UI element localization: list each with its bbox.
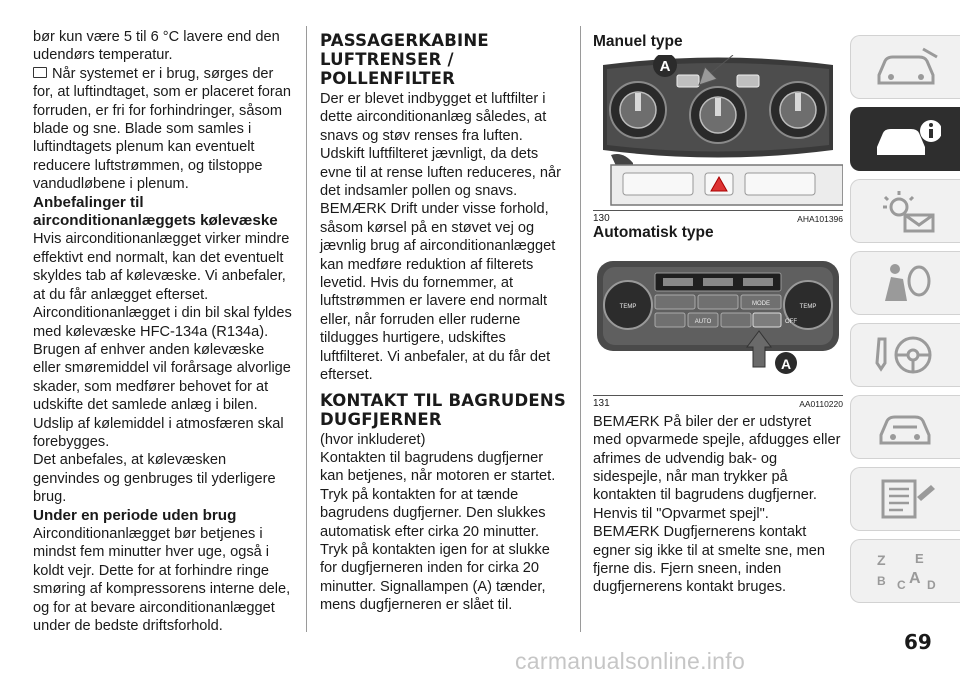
- svg-text:B: B: [876, 574, 886, 588]
- tab-starting-driving[interactable]: [850, 323, 960, 387]
- mode-label: MODE: [752, 300, 770, 307]
- watermark: carmanualsonline.info: [515, 648, 746, 674]
- page-number: 69: [904, 630, 932, 654]
- svg-text:E: E: [914, 551, 924, 566]
- manual-climate-illustration: [593, 55, 843, 210]
- svg-text:C: C: [896, 578, 906, 592]
- temp-label-right: TEMP: [799, 303, 817, 310]
- column-2: [320, 31, 570, 615]
- column-3: [593, 33, 843, 597]
- paragraph: Kontakten til bagrudens dugfjerner kan betjenes, når motoren er startet. Tryk på kontakten for at tænde bagrudens dugfjerner. Den slukkes automatisk efter cirka 20 minutter.: [320, 449, 556, 540]
- airbag-safety-icon: [871, 261, 941, 305]
- figure-callout-label: A: [659, 58, 671, 76]
- chapter-tabs: [850, 35, 960, 611]
- svg-text:A: A: [908, 570, 921, 587]
- auto-label: AUTO: [694, 318, 712, 325]
- figure-callout-label: A: [780, 355, 792, 372]
- lights-warning-icon: [871, 189, 941, 233]
- figure-caption: [593, 398, 843, 410]
- column-divider: [306, 26, 307, 632]
- tab-specifications[interactable]: [850, 467, 960, 531]
- temperature-knob: [770, 82, 826, 138]
- figure-number: 130: [593, 213, 610, 225]
- temp-label-left: TEMP: [619, 303, 637, 310]
- paragraph: Det anbefales, at kølevæsken genvindes og genbruges til yderligere brug.: [33, 452, 276, 506]
- mode-knob: [690, 87, 746, 143]
- figure-code: AHA101396: [797, 214, 843, 225]
- paragraph: BEMÆRK På biler der er udstyret med opvarmede spejle, afdugges eller afrimes de udvendig bak- og sidespejle, når man trykker på kontakten til bagrudens dugfjerner. Henvis til "Opvarmet spejl".: [593, 413, 841, 522]
- car-info-icon: [871, 117, 941, 161]
- note-icon: [33, 67, 47, 78]
- specifications-list-icon: [871, 477, 941, 521]
- column-divider: [580, 26, 581, 632]
- tab-safety[interactable]: [850, 251, 960, 315]
- figure-heading: Manuel type: [593, 33, 683, 50]
- paragraph: Airconditionanlægget bør betjenes i mindst fem minutter hver uge, også i koldt vejr. Dette for at forhindre ringe smøring af kompressorens interne dele, og for at bevare airconditionanlægget under de bedste driftsforhold.: [33, 525, 291, 634]
- paragraph: BEMÆRK Drift under visse forhold, såsom kørsel på en støvet vej og jævnlig brug af airconditionanlægget kan medføre reduktion af filterets levetid. Hvis du fornemmer, at luftstrømmen er lavere end normalt eller, når forruden eller ruderne tildugges hurtigere, udskiftes luftfilteret. Vi anbefaler, at du får det efterset.: [320, 201, 556, 384]
- section-heading: KONTAKT TIL BAGRUDENS DUGFJERNER: [320, 390, 566, 429]
- paragraph: Brugen af enhver anden kølevæske eller smøremiddel vil forårsage alvorlige skader, som medfører behovet for at udskifte det samlede anlæg i bilen. Udslip af kølemiddel i atmosfæren skal forebygges.: [33, 341, 291, 450]
- steering-key-icon: [871, 333, 941, 377]
- rear-defrost-button: [753, 313, 781, 327]
- section-heading: Under en periode uden brug: [33, 506, 237, 524]
- figure-number: 131: [593, 397, 610, 409]
- dashboard-car-icon: [871, 45, 941, 89]
- off-label: OFF: [785, 318, 797, 325]
- tab-dashboard[interactable]: [850, 35, 960, 99]
- figure-heading: Automatisk type: [593, 224, 714, 242]
- paragraph: Tryk på kontakten igen for at slukke for dugfjerneren inden for cirka 20 minutter. Signallampen (A) tænder, mens dugfjerneren er slået til.: [320, 541, 550, 614]
- tab-lights-warnings[interactable]: [850, 179, 960, 243]
- paragraph: bør kun være 5 til 6 °C lavere end den udendørs temperatur.: [33, 29, 280, 64]
- car-service-icon: [871, 405, 941, 449]
- svg-text:D: D: [926, 578, 936, 592]
- tab-service[interactable]: [850, 395, 960, 459]
- fan-knob: [610, 82, 666, 138]
- tab-index[interactable]: [850, 539, 960, 603]
- figure-code: AA0110220: [799, 398, 843, 409]
- section-heading: PASSAGERKABINE LUFTRENSER / POLLENFILTER: [320, 31, 489, 88]
- section-heading: Anbefalinger til airconditionanlæggets kølevæske: [33, 193, 278, 230]
- figure-automatic-climate: [593, 247, 843, 396]
- paragraph: (hvor inkluderet): [320, 431, 426, 448]
- svg-text:Z: Z: [876, 552, 886, 568]
- column-1: [33, 28, 295, 635]
- paragraph: Airconditionanlægget i din bil skal fyldes med kølevæske HFC-134a (R134a).: [33, 305, 292, 340]
- paragraph: BEMÆRK Dugfjernerens kontakt egner sig ikke til at smelte sne, men fjerne dis. Fjern sneen, inden dugfjernerens kontakt bruges.: [593, 524, 825, 596]
- paragraph: Der er blevet indbygget et luftfilter i dette airconditionanlæg således, at snavs og støv renses fra luften.: [320, 91, 547, 144]
- automatic-climate-illustration: [593, 247, 843, 395]
- paragraph: Når systemet er i brug, sørges der for, at luftindtaget, som er placeret foran forruden, er fri for forhindringer, såsom blade og sne. Blade som samles i luftindtagets plenum kan eventuelt reducere luftstrømmen, og tilstoppe vandudløbene i plenum.: [33, 65, 291, 193]
- rear-defrost-button: [677, 75, 699, 87]
- paragraph: Hvis airconditionanlægget virker mindre effektivt end normalt, kan det eventuelt skyldes tab af kølevæske. Vi anbefaler, at du får anlægget efterset.: [33, 231, 290, 303]
- figure-manual-climate: [593, 55, 843, 211]
- paragraph: Udskift luftfilteret jævnligt, da dets evne til at rense luften reduceres, når det indsamler pollen og snavs.: [320, 146, 561, 200]
- index-abc-icon: [871, 549, 941, 593]
- tab-car-info[interactable]: [850, 107, 960, 171]
